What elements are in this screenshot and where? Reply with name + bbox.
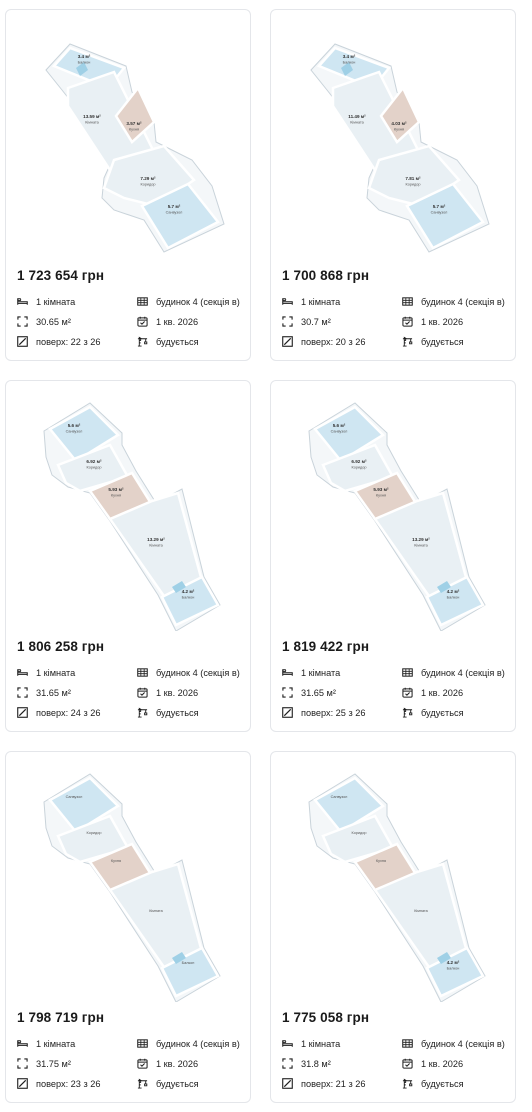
plan-room-area: 5.93 м²: [108, 487, 124, 492]
building-icon: [402, 1038, 413, 1049]
floor-value: поверх: 23 з 26: [36, 1078, 101, 1089]
crane-icon: [402, 336, 413, 347]
plan-room-name: Санвузол: [65, 795, 83, 799]
listing-card[interactable]: [270, 9, 516, 361]
spec-completion: [137, 316, 198, 327]
spec-area: [282, 687, 336, 698]
plan-room-area: 4.03 м²: [391, 121, 407, 126]
plan-room-name: Санвузол: [330, 429, 348, 434]
plan-room-name: Балкон: [446, 595, 460, 600]
rooms-value: 1 кімната: [36, 296, 76, 307]
plan-room-area: 13.29 м²: [412, 537, 430, 542]
plan-room-name: Кухня: [128, 127, 140, 132]
plan-room-area: 4.2 м²: [446, 960, 460, 965]
spec-area: [282, 1058, 331, 1069]
plan-room-name: Кухня: [375, 859, 387, 863]
plan-room-area: 7.81 м²: [405, 176, 421, 181]
area-value: 31.8 м²: [301, 1058, 331, 1069]
spec-status: [137, 707, 199, 718]
spec-building: [402, 667, 505, 678]
stairs-square-icon: [17, 336, 28, 347]
listing-card[interactable]: [5, 9, 251, 361]
spec-status: [402, 336, 464, 347]
listing-price: 1 700 868 грн: [282, 268, 370, 283]
plan-room-name: Балкон: [181, 961, 195, 965]
floor-value: поверх: 21 з 26: [301, 1078, 366, 1089]
plan-room-name: Балкон: [342, 60, 356, 65]
building-icon: [137, 296, 148, 307]
plan-room-name: Кімната: [414, 543, 428, 548]
plan-room-area: 6.92 м²: [351, 459, 367, 464]
bed-icon: [282, 667, 293, 678]
spec-status: [137, 336, 199, 347]
floor-value: поверх: 20 з 26: [301, 336, 366, 347]
building-icon: [402, 296, 413, 307]
status-value: будується: [156, 1078, 199, 1089]
completion-value: 1 кв. 2026: [421, 687, 464, 698]
calendar-check-icon: [402, 687, 413, 698]
plan-room-name: Санвузол: [430, 210, 448, 215]
building-value: будинок 4 (секція в): [421, 667, 505, 678]
spec-building: [137, 296, 240, 307]
listing-price: 1 798 719 грн: [17, 1010, 105, 1025]
building-value: будинок 4 (секція в): [421, 296, 505, 307]
floor-plan: [6, 752, 252, 1002]
area-frame-icon: [17, 1058, 28, 1069]
completion-value: 1 кв. 2026: [156, 687, 199, 698]
spec-completion: [137, 1058, 198, 1069]
plan-room-area: 6.92 м²: [86, 459, 102, 464]
plan-room-name: Кухня: [110, 859, 122, 863]
plan-room-name: Коридор: [351, 831, 367, 835]
area-frame-icon: [282, 687, 293, 698]
area-frame-icon: [282, 1058, 293, 1069]
plan-room-name: Коридор: [405, 182, 421, 187]
area-value: 31.65 м²: [36, 687, 71, 698]
spec-building: [402, 296, 505, 307]
plan-room-name: Санвузол: [330, 795, 348, 799]
building-icon: [137, 667, 148, 678]
spec-building: [137, 1038, 240, 1049]
plan-room-name: Санвузол: [65, 429, 83, 434]
spec-floor: [17, 707, 100, 718]
crane-icon: [402, 1078, 413, 1089]
spec-rooms: [282, 1038, 340, 1049]
plan-room-name: Коридор: [351, 465, 367, 470]
listing-price: 1 806 258 грн: [17, 639, 105, 654]
plan-room-name: Коридор: [86, 831, 102, 835]
calendar-check-icon: [137, 316, 148, 327]
area-frame-icon: [17, 687, 28, 698]
area-frame-icon: [17, 316, 28, 327]
spec-rooms: [282, 296, 340, 307]
plan-room-name: Кімната: [149, 543, 163, 548]
spec-rooms: [17, 296, 75, 307]
spec-floor: [282, 336, 365, 347]
spec-area: [282, 316, 331, 327]
plan-room-name: Кімната: [149, 909, 163, 913]
floor-plan: [271, 381, 517, 631]
status-value: будується: [156, 707, 199, 718]
plan-room-name: Балкон: [181, 595, 195, 600]
plan-room-area: 4.2 м²: [446, 589, 460, 594]
area-value: 31.65 м²: [301, 687, 336, 698]
spec-floor: [17, 336, 100, 347]
rooms-value: 1 кімната: [301, 667, 341, 678]
spec-rooms: [17, 1038, 75, 1049]
plan-room-area: 3.4 м²: [342, 54, 356, 59]
crane-icon: [137, 707, 148, 718]
listing-card[interactable]: [270, 751, 516, 1103]
plan-room-name: Коридор: [86, 465, 102, 470]
plan-room-area: 4.2 м²: [181, 589, 195, 594]
listing-price: 1 775 058 грн: [282, 1010, 370, 1025]
rooms-value: 1 кімната: [301, 1038, 341, 1049]
plan-room-area: 5.7 м²: [167, 204, 181, 209]
spec-completion: [402, 316, 463, 327]
area-value: 30.7 м²: [301, 316, 331, 327]
crane-icon: [137, 336, 148, 347]
bed-icon: [282, 296, 293, 307]
listing-price: 1 819 422 грн: [282, 639, 370, 654]
plan-room-name: Кухня: [375, 493, 387, 498]
spec-floor: [282, 1078, 365, 1089]
spec-area: [17, 316, 71, 327]
stairs-square-icon: [17, 1078, 28, 1089]
plan-room-name: Кухня: [393, 127, 405, 132]
plan-room-area: 5.6 м²: [332, 423, 346, 428]
plan-room-name: Санвузол: [165, 210, 183, 215]
plan-room-area: 5.6 м²: [67, 423, 81, 428]
status-value: будується: [421, 336, 464, 347]
floor-value: поверх: 22 з 26: [36, 336, 101, 347]
spec-status: [402, 707, 464, 718]
completion-value: 1 кв. 2026: [421, 316, 464, 327]
spec-completion: [137, 687, 198, 698]
floor-value: поверх: 25 з 26: [301, 707, 366, 718]
plan-room-name: Кімната: [85, 120, 99, 125]
bed-icon: [17, 667, 28, 678]
floor-value: поверх: 24 з 26: [36, 707, 101, 718]
listing-card[interactable]: [5, 751, 251, 1103]
listing-card[interactable]: [5, 380, 251, 732]
spec-completion: [402, 1058, 463, 1069]
crane-icon: [402, 707, 413, 718]
plan-room-area: 11.49 м²: [348, 114, 366, 119]
building-value: будинок 4 (секція в): [421, 1038, 505, 1049]
spec-building: [402, 1038, 505, 1049]
plan-room-name: Балкон: [77, 60, 91, 65]
plan-room-area: 13.29 м²: [147, 537, 165, 542]
stairs-square-icon: [282, 1078, 293, 1089]
calendar-check-icon: [402, 316, 413, 327]
spec-area: [17, 687, 71, 698]
plan-room-name: Кімната: [350, 120, 364, 125]
plan-room-area: 5.7 м²: [432, 204, 446, 209]
status-value: будується: [421, 1078, 464, 1089]
rooms-value: 1 кімната: [301, 296, 341, 307]
plan-room-area: 13.59 м²: [83, 114, 101, 119]
plan-room-name: Кімната: [414, 909, 428, 913]
calendar-check-icon: [137, 1058, 148, 1069]
bed-icon: [282, 1038, 293, 1049]
calendar-check-icon: [402, 1058, 413, 1069]
status-value: будується: [156, 336, 199, 347]
calendar-check-icon: [137, 687, 148, 698]
spec-completion: [402, 687, 463, 698]
spec-status: [137, 1078, 199, 1089]
building-value: будинок 4 (секція в): [156, 296, 240, 307]
plan-room-name: Коридор: [140, 182, 156, 187]
area-value: 30.65 м²: [36, 316, 71, 327]
crane-icon: [137, 1078, 148, 1089]
spec-floor: [17, 1078, 100, 1089]
completion-value: 1 кв. 2026: [156, 316, 199, 327]
listing-card[interactable]: [270, 380, 516, 732]
building-value: будинок 4 (секція в): [156, 667, 240, 678]
floor-plan: [271, 752, 517, 1002]
building-value: будинок 4 (секція в): [156, 1038, 240, 1049]
stairs-square-icon: [282, 336, 293, 347]
status-value: будується: [421, 707, 464, 718]
bed-icon: [17, 296, 28, 307]
listing-price: 1 723 654 грн: [17, 268, 105, 283]
completion-value: 1 кв. 2026: [156, 1058, 199, 1069]
plan-room-name: Кухня: [110, 493, 122, 498]
spec-area: [17, 1058, 71, 1069]
spec-building: [137, 667, 240, 678]
rooms-value: 1 кімната: [36, 1038, 76, 1049]
spec-status: [402, 1078, 464, 1089]
spec-rooms: [17, 667, 75, 678]
building-icon: [137, 1038, 148, 1049]
bed-icon: [17, 1038, 28, 1049]
area-frame-icon: [282, 316, 293, 327]
stairs-square-icon: [282, 707, 293, 718]
floor-plan: [6, 381, 252, 631]
area-value: 31.75 м²: [36, 1058, 71, 1069]
plan-room-area: 3.57 м²: [126, 121, 142, 126]
floor-plan: [6, 10, 252, 260]
plan-room-area: 3.4 м²: [77, 54, 91, 59]
rooms-value: 1 кімната: [36, 667, 76, 678]
stairs-square-icon: [17, 707, 28, 718]
floor-plan: [271, 10, 517, 260]
plan-room-area: 5.93 м²: [373, 487, 389, 492]
completion-value: 1 кв. 2026: [421, 1058, 464, 1069]
plan-room-area: 7.29 м²: [140, 176, 156, 181]
spec-rooms: [282, 667, 340, 678]
spec-floor: [282, 707, 365, 718]
building-icon: [402, 667, 413, 678]
plan-room-name: Балкон: [446, 966, 460, 971]
